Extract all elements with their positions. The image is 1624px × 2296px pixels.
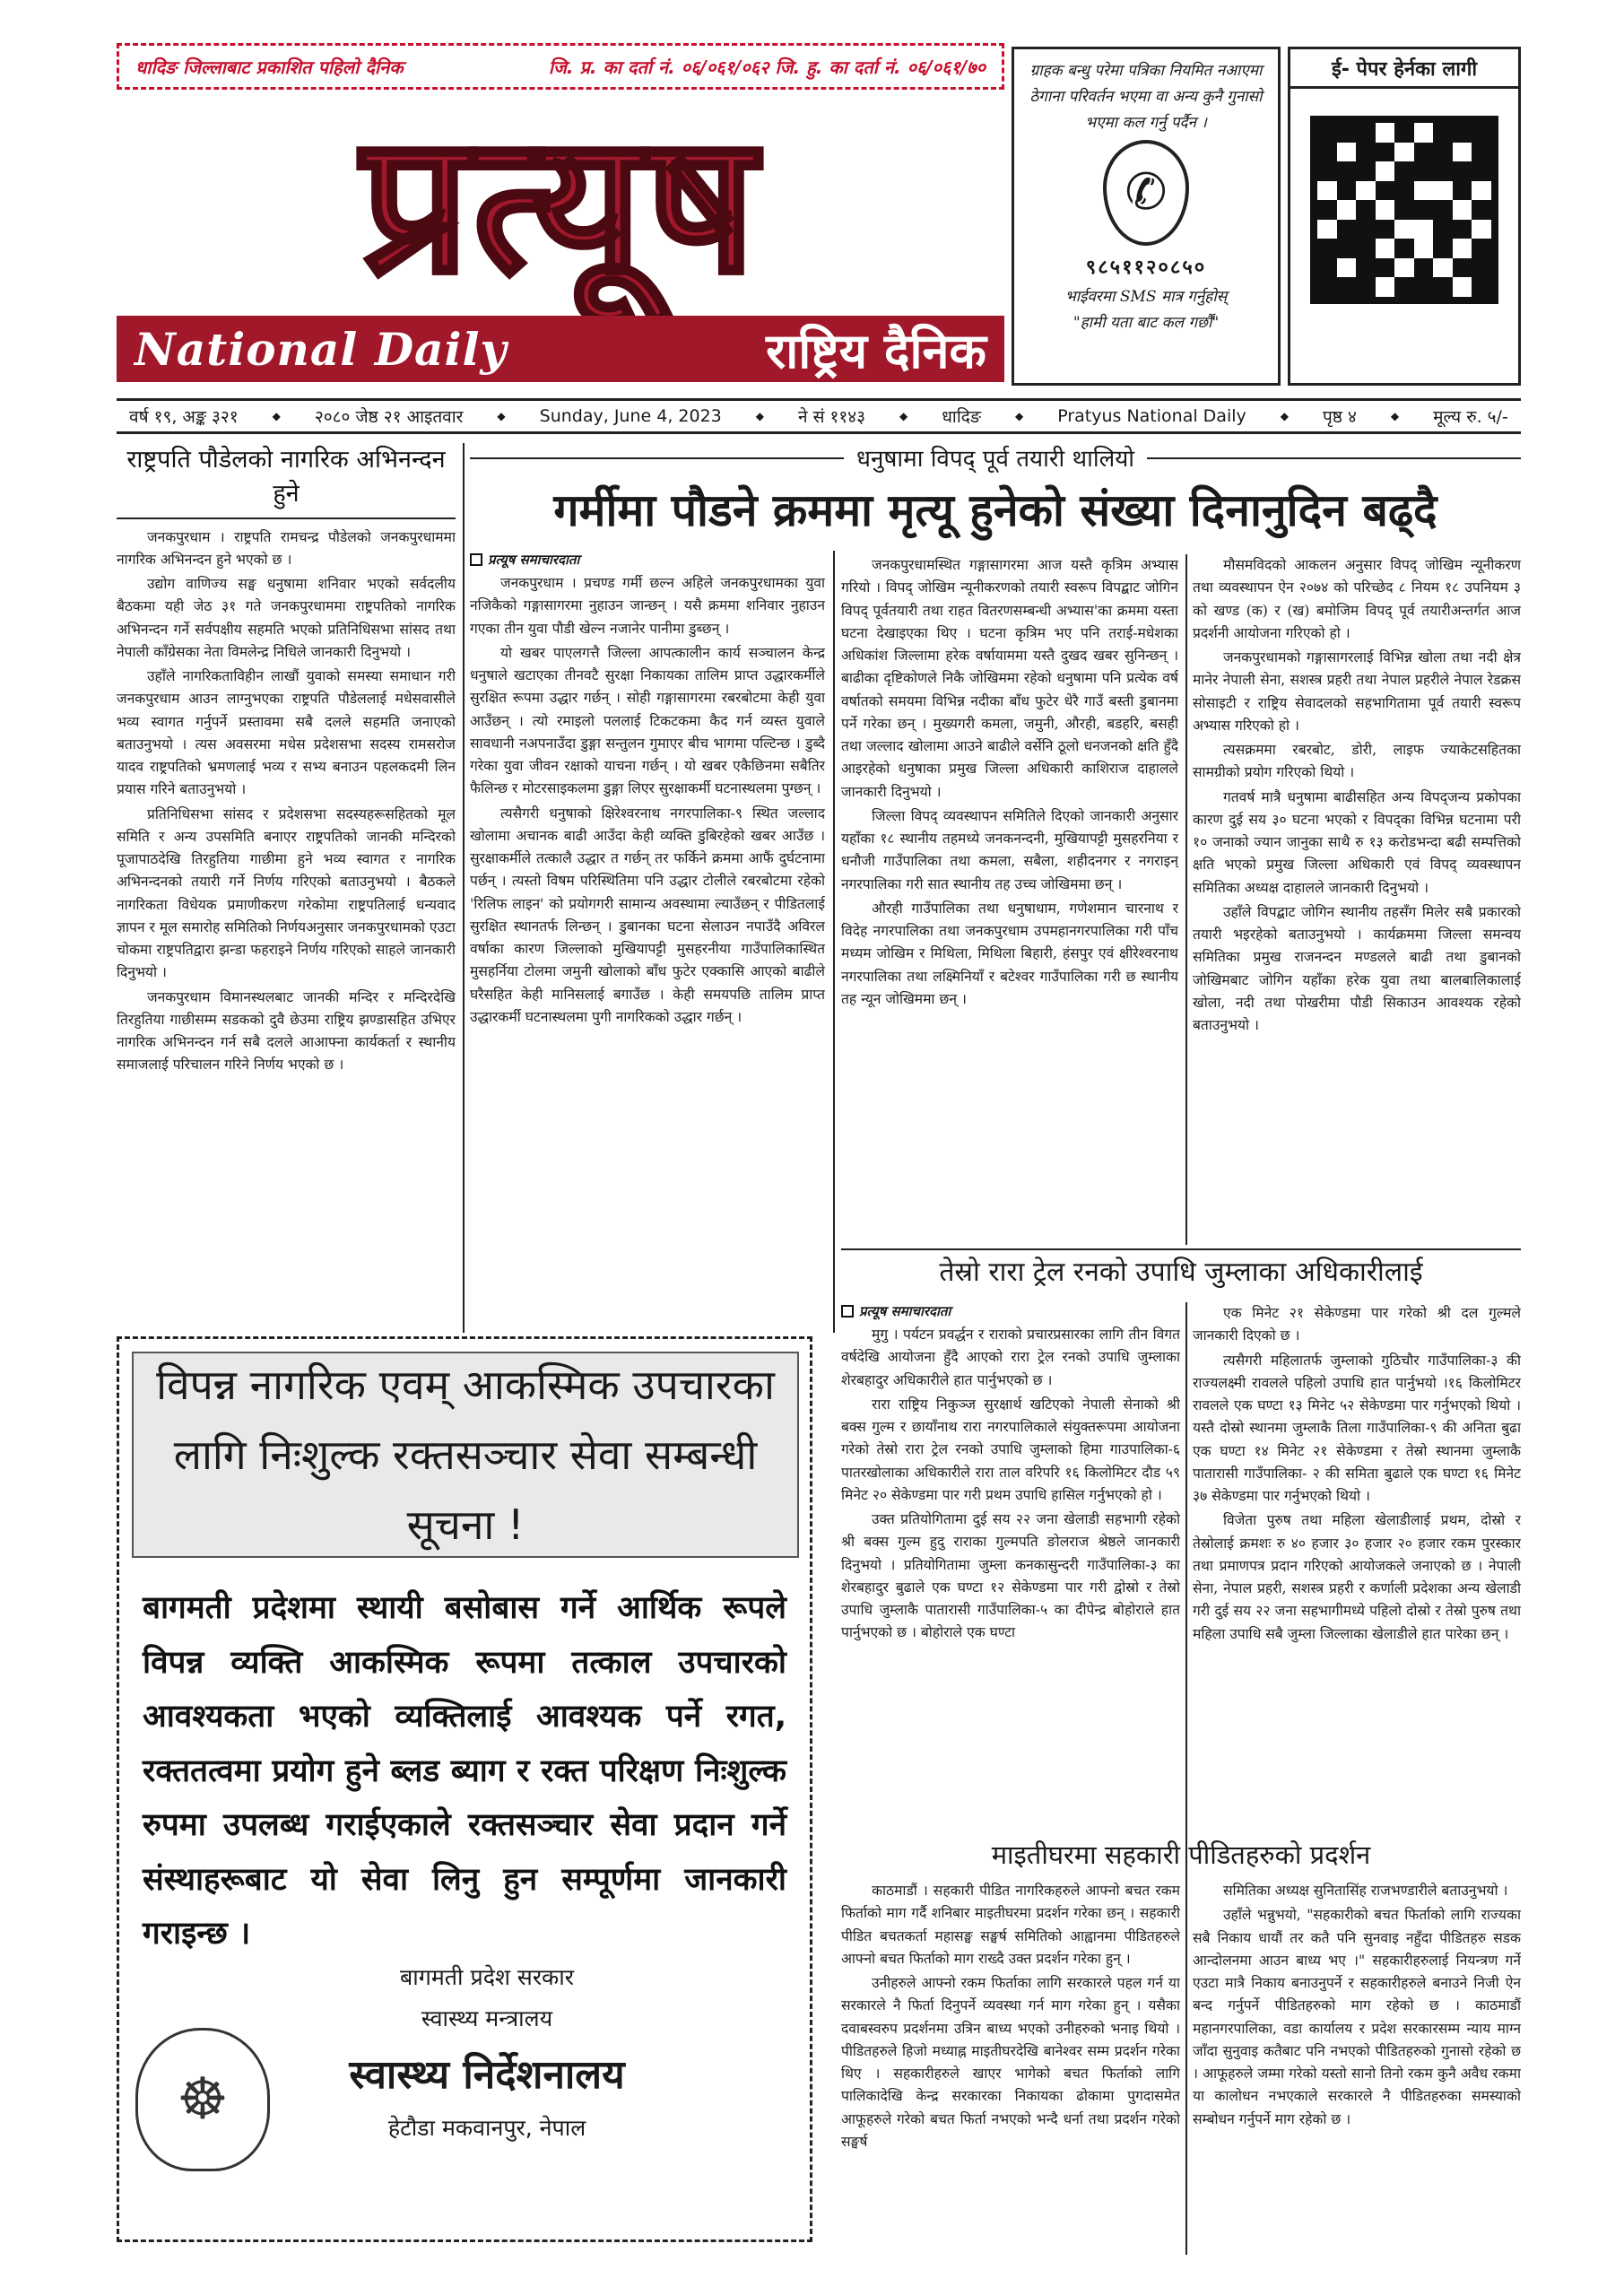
article-paragraph: विजेता पुरुष तथा महिला खेलाडीलाई प्रथम, दोस्रो र तेस्रोलाई क्रमशः रु ४० हजार ३० हजार २० हजार रकम पुरस्कार तथा प्रमाणपत्र प्रदान गरिएको आयोजकले जनाएको छ । नेपाली सेना, नेपाल प्रहरी, सशस्त्र प्रहरी र कर्णाली प्रदेशका अन्य खेलाडी गरी दुई सय २२ जना सहभागीमध्ये पहिलो दोस्रो र तेस्रो पुरुष तथा महिला उपाधि सबै जुम्ला जिल्लाका खेलाडीले हात पारेका छन् । [1193, 1512, 1521, 1642]
qr-module [1414, 181, 1434, 201]
maitighar-article-headline: माइतीघरमा सहकारी पीडितहरुको प्रदर्शन [991, 1839, 1371, 1870]
qr-module [1472, 123, 1491, 143]
article-paragraph: जनकपुरधामस्थित गङ्गासागरमा आज यस्तै कृत्रिम अभ्यास गरियो । विपद् जोखिम न्यूनीकरणको तयारी स्वरूप विपद्बाट जोगिन विपद् पूर्वतयारी तथा राहत वितरणसम्बन्धी अभ्यास'का क्रममा यस्ता घटना देखाइएका थिए । घटना कृत्रिम भए पनि तराई-मधेशका अधिकांश जिल्लामा हरेक वर्षायाममा यस्तै दुखद खबर सुनिन्छन् । बाढीका दृष्टिकोणले निकै जोखिममा रहेको धनुषामा पनि प्रत्येक वर्ष वर्षातको समयमा विभिन्न नदीका बाँध फुटेर धेरै गाउँ बस्ती डुबानमा पर्ने गरेका छन् । मुख्यगरी कमला, जमुनी, औरही, बडहरि, बसही तथा जल्लाद खोलामा आउने बाढीले वर्सेनि ठूलो धनजनको क्षति हुँदै आइरहेको धनुषाका प्रमुख जिल्ला अधिकारी काशिराज दाहालले जानकारी दिनुभयो । [841, 557, 1178, 800]
article-paragraph: काठमाडौं । सहकारी पीडित नागरिकहरुले आफ्नो बचत रकम फिर्ताको माग गर्दै शनिबार माइतीघरमा प्रदर्शन गरेका छन् । सहकारी पीडित बचतकर्ता महासङ्घ सङ्घर्ष समितिको आह्वानमा पीडितहरुले आफ्नो बचत फिर्ताको माग राख्दै उक्त प्रदर्शन गरेका हुन् । [841, 1883, 1180, 1967]
price: मूल्य रु. ५/- [1433, 407, 1508, 427]
qr-module [1472, 181, 1491, 201]
sign-address: हेटौडा मकवानपुर, नेपाल [387, 2115, 586, 2141]
article-body [841, 554, 1178, 1011]
diamond-separator-icon: ◆ [1280, 410, 1289, 422]
district: धादिङ [942, 407, 981, 427]
article-paragraph: जनकपुरधाम । राष्ट्रपति रामचन्द्र पौडेलको जनकपुरधाममा नागरिक अभिनन्दन हुने भएको छ । [117, 528, 456, 568]
section-divider [841, 1248, 1521, 1250]
qr-module [1356, 143, 1376, 162]
qr-module [1317, 239, 1337, 258]
qr-module [1453, 181, 1472, 201]
qr-module [1356, 220, 1376, 239]
date-np: २०८० जेष्ठ २१ आइतवार [314, 407, 464, 427]
qr-module [1472, 161, 1491, 181]
article-paragraph: मौसमविदको आकलन अनुसार विपद् जोखिम न्यूनीकरण तथा व्यवस्थापन ऐन २०७४ को परिच्छेद ८ नियम १८ उपनियम ३ को खण्ड (क) र (ख) बमोजिम विपद् पूर्व तयारीअन्तर्गत आज प्रदर्शनी आयोजना गरिएको हो । [1193, 557, 1521, 641]
article-paragraph: रारा राष्ट्रिय निकुञ्ज सुरक्षार्थ खटिएको नेपाली सेनाको श्री बक्स गुल्म र छायाँनाथ रारा नगरपालिकाले संयुक्तरूपमा आयोजना गरेको तेस्रो रारा ट्रेल रनको उपाधि जुम्लाको हिमा गाउपालिका-६ पातरखोलाका अधिकारीले रारा ताल वरिपरि १६ किलोमिटर दौड ५९ मिनेट २० सेकेण्डमा पार गरी प्रथम उपाधि हासिल गर्नुभएको हो । [841, 1396, 1180, 1503]
main-article-col-2 [841, 554, 1178, 1245]
byline [470, 551, 825, 569]
qr-module [1433, 277, 1453, 297]
column-divider [1185, 1302, 1187, 2255]
first-daily-label: धादिङ जिल्लाबाट प्रकाशित पहिलो दैनिक [135, 56, 404, 78]
qr-module [1414, 123, 1434, 143]
qr-module [1356, 258, 1376, 278]
qr-code-icon[interactable] [1310, 116, 1498, 304]
viber-phone-icon: ✆ [1103, 140, 1189, 246]
qr-module [1472, 200, 1491, 220]
qr-module [1376, 123, 1395, 143]
qr-module [1376, 143, 1395, 162]
qr-module [1394, 220, 1414, 239]
date-en: Sunday, June 4, 2023 [539, 406, 722, 426]
qr-module [1337, 200, 1357, 220]
qr-module [1337, 143, 1357, 162]
diamond-separator-icon: ◆ [755, 410, 764, 422]
qr-module [1414, 258, 1434, 278]
qr-module [1394, 258, 1414, 278]
brand-name: Pratyus National Daily [1057, 406, 1246, 426]
qr-module [1356, 200, 1376, 220]
checkbox-icon [841, 1305, 854, 1318]
newspaper-logo [117, 93, 1004, 382]
logo-title-np: प्रत्यूष [361, 93, 760, 315]
column-divider [1185, 554, 1187, 1245]
qr-module [1394, 123, 1414, 143]
article-paragraph: मुगु । पर्यटन प्रवर्द्धन र राराको प्रचारप्रसारका लागि तीन विगत वर्षदेखि आयोजना हुँदै आएको रारा ट्रेल रनको उपाधि जुम्लाका शेरबहादुर अधिकारीले हात पार्नुभएको छ । [841, 1326, 1180, 1388]
article-paragraph: उनीहरुले आफ्नो रकम फिर्ताका लागि सरकारले पहल गर्न या सरकारले नै फिर्ता दिनुपर्ने व्यवस्था गर्न माग गरेका हुन् । यसैका दवाबस्वरुप प्रदर्शनमा उत्रिन बाध्य भएको उनीहरुको भनाइ थियो । पीडितहरुले हिजो मध्याह्न माइतीघरदेखि बानेश्वर सम्म प्रदर्शन गरेका थिए । सहकारीहरुले खाएर भागेको बचत फिर्ताको लागि पालिकादेखि केन्द्र सरकारका निकायका ढोकामा पुगदासमेत आफूहरुले गरेको बचत फिर्ता नभएको भन्दै धर्ना तथा प्रदर्शन गरेको सङ्घर्ष [841, 1975, 1180, 2150]
qr-module [1394, 181, 1414, 201]
main-article-col-3 [1193, 554, 1521, 1245]
qr-module [1453, 220, 1472, 239]
column-divider [833, 551, 835, 1333]
article-paragraph: उक्त प्रतियोगितामा दुई सय २२ जना खेलाडी सहभागी रहेको श्री बक्स गुल्म हुदु राराका गुल्मपति ङोलराज श्रेष्ठले जानकारी दिनुभयो । प्रतियोगितामा जुम्ला कनकासुन्दरी गाउँपालिका-३ का शेरबहादुर बुढाले एक घण्टा १२ सेकेण्डमा पार गरी द्वोस्रो र तेस्रो उपाधि जुम्लाकै पातारासी गाउँपालिका-५ का दीपेन्द्र बोहोराले हात पार्नुभएको छ । बोहोराले एक घण्टा [841, 1511, 1180, 1641]
qr-module [1414, 200, 1434, 220]
qr-module [1337, 258, 1357, 278]
qr-module [1414, 220, 1434, 239]
rara-article-headline: तेस्रो रारा ट्रेल रनको उपाधि जुम्लाका अधिकारीलाई [939, 1257, 1423, 1288]
logo-band [117, 316, 1004, 382]
article-paragraph: जिल्ला विपद् व्यवस्थापन समितिले दिएको जानकारी अनुसार यहाँका १८ स्थानीय तहमध्ये जनकनन्दनी, मुखियापट्टी मुसहरनिया र धनौजी गाउँपालिका तथा कमला, सबैला, शहीदनगर र नगराइन् नगरपालिका गरी सात स्थानीय तह उच्च जोखिममा छन् । [841, 807, 1178, 892]
registration-strip [117, 43, 1004, 90]
article-paragraph: जनकपुरधाम । प्रचण्ड गर्मी छल्न अहिले जनकपुरधामका युवा नजिकैको गङ्गासागरमा नुहाउन जान्छन् । यसै क्रममा शनिवार नुहाउन गएका तीन युवा पौडी खेल्न नजानेर पानीमा डुब्छन् । [470, 575, 825, 637]
maitighar-article-col-1 [841, 1880, 1180, 2255]
qr-module [1433, 220, 1453, 239]
article-headline: राष्ट्रपति पौडेलको नागरिक अभिनन्दन हुने [117, 443, 456, 519]
rara-article-col-2 [1193, 1302, 1521, 1831]
maitighar-headline-wrap [841, 1837, 1521, 1878]
qr-module [1433, 200, 1453, 220]
article-paragraph: उहाँले विपद्बाट जोगिन स्थानीय तहसँग मिलेर सबै प्रकारको तयारी भइरहेको बताउनुभयो । कार्यक्रममा जिल्ला समन्वय समितिका प्रमुख राजनन्दन मण्डलले बाढी तथा डुबानको जोखिमबाट जोगिन यहाँका हरेक युवा तथा बालबालिकालाई खोला, नदी तथा पोखरीमा पौडी सिकाउन आवश्यक रहेको बताउनुभयो । [1193, 903, 1521, 1033]
main-article-kicker [470, 441, 1521, 475]
qr-module [1472, 143, 1491, 162]
president-felicitation-article [117, 443, 456, 1333]
maitighar-article-col-2 [1193, 1880, 1521, 2255]
qr-module [1337, 220, 1357, 239]
sms-contact-box [1012, 47, 1281, 386]
diamond-separator-icon: ◆ [272, 410, 281, 422]
qr-module [1394, 143, 1414, 162]
qr-module [1433, 143, 1453, 162]
article-body [841, 1324, 1180, 1645]
article-paragraph: गतवर्ष मात्रै धनुषामा बाढीसहित अन्य विपद्जन्य प्रकोपका कारण दुई सय ३० घटना भएको र विपद्का विभिन्न घटनामा परी १० जनाको ज्यान जानुका साथै रु १३ करोडभन्दा बढी सम्पत्तिको क्षति भएको प्रमुख जिल्ला अधिकारी एवं विपद् व्यवस्थापन समितिका अध्यक्ष दाहालले जानकारी दिनुभयो । [1193, 788, 1521, 896]
issue-info-bar [117, 398, 1521, 434]
notice-body: बागमती प्रदेशमा स्थायी बसोबास गर्ने आर्थिक रूपले विपन्न व्यक्ति आकस्मिक रूपमा तत्काल उपचारको आवश्यकता भएको व्यक्तिलाई आवश्यक पर्ने रगत, रक्ततत्वमा प्रयोग हुने ब्लड ब्याग र रक्त परिक्षण निःशुल्क रुपमा उपलब्ध गराईएकाले रक्तसञ्चार सेवा प्रदान गर्ने संस्थाहरूबाट यो सेवा लिनु हुन सम्पूर्णमा जानकारी गराइन्छ । [143, 1590, 786, 1952]
qr-module [1472, 239, 1491, 258]
qr-module [1453, 200, 1472, 220]
main-article-headline: गर्मीमा पौडने क्रममा मृत्यू हुनेको संख्या दिनानुदिन बढ्दै [553, 484, 1437, 536]
article-body [841, 1880, 1180, 2153]
signature-lines [299, 1958, 675, 2143]
qr-module [1394, 200, 1414, 220]
article-body [470, 572, 825, 1029]
article-paragraph: जनकपुरधामको गङ्गासागरलाई विभिन्न खोला तथा नदी क्षेत्र मानेर नेपाली सेना, सशस्त्र प्रहरी तथा नेपाल प्रहरीले नेपाल रेडक्रस सोसाइटी र राष्ट्रिय सेवादलको सहभागितामा पूर्व तयारी स्वरूप अभ्यास गरिएको हो । [1193, 649, 1521, 734]
qr-module [1453, 143, 1472, 162]
article-paragraph: उद्योग वाणिज्य सङ्घ धनुषामा शनिवार भएको सर्वदलीय बैठकमा यही जेठ ३१ गते जनकपुरधाममा राष्ट्रपतिको नागरिक अभिनन्दन गर्ने सर्वपक्षीय सहमति भएको प्रतिनिधिसभा सांसद तथा नेपाली काँग्रेसका नेता विमलेन्द्र निधिले जानकारी दिनुभयो । [117, 576, 456, 660]
page-number: पृष्ठ ४ [1322, 407, 1357, 427]
logo-subtitle-np: राष्ट्रिय दैनिक [766, 323, 986, 379]
qr-module [1376, 220, 1395, 239]
qr-module [1356, 123, 1376, 143]
epaper-box [1288, 47, 1521, 386]
article-body [1193, 554, 1521, 1037]
qr-module [1317, 143, 1337, 162]
qr-module [1356, 277, 1376, 297]
qr-module [1414, 143, 1434, 162]
logo-title-en: National Daily [135, 322, 508, 376]
qr-module [1453, 123, 1472, 143]
qr-module [1356, 239, 1376, 258]
article-paragraph: उहाँले भन्नुभयो, "सहकारीको बचत फिर्ताको लागि राज्यका सबै निकाय धायौं तर कतै पनि सुनवाइ नहुँदा पीडितहरु सडक आन्दोलनमा आउन बाध्य भए ।" सहकारीहरुलाई नियन्त्रण गर्ने एउटा मात्रै निकाय बनाउनुपर्ने र सहकारीहरुले बनाउने निजी ऐन बन्द गर्नुपर्ने पीडितहरुको माग रहेको छ । काठमाडौं महानगरपालिका, वडा कार्यालय र प्रदेश सरकारसम्म न्याय माग्न जाँदा सुनुवाइ कतैबाट पनि नभएको पीडितहरुको गुनासो रहेको छ । आफूहरुले जम्मा गरेको यस्तो सानो तिनो रकम कुनै अवैध रकमा या कालोधन नभएकाले सरकारले नै पीडितहरुका समस्याको सम्बोधन गर्नुपर्ने माग रहेको छ । [1193, 1907, 1521, 2127]
nepal-government-emblem-icon: ☸ [135, 2028, 270, 2171]
diamond-separator-icon: ◆ [1014, 410, 1024, 422]
sms-notice: ग्राहक बन्धु परेमा पत्रिका नियमित नआएमा ठेगाना परिवर्तन भएमा वा अन्य कुनै गुनासो भएमा कल गर्नु पर्दैन । [1029, 62, 1263, 132]
notice-title: विपन्न नागरिक एवम् आकस्मिक उपचारका लागि निःशुल्क रक्तसञ्चार सेवा सम्बन्धी सूचना ! [132, 1352, 799, 1558]
column-divider [463, 443, 465, 1333]
qr-module [1414, 277, 1434, 297]
article-paragraph: जनकपुरधाम विमानस्थलबाट जानकी मन्दिर र मन्दिरदेखि तिरहुतिया गाछीसम्म सडकको दुवै छेउमा राष्ट्रिय झण्डासहित उभिएर नागरिक अभिनन्दन गर्न सबै दलले आआफ्ना कार्यकर्ता र स्थानीय समाजलाई परिचालन गरिने निर्णय भएको छ । [117, 988, 456, 1074]
qr-module [1337, 239, 1357, 258]
qr-module [1414, 239, 1434, 258]
blood-service-notice [117, 1336, 812, 2242]
qr-module [1472, 277, 1491, 297]
diamond-separator-icon: ◆ [1390, 410, 1400, 422]
qr-module [1472, 258, 1491, 278]
notice-signature [119, 1958, 810, 2218]
epaper-label: ई- पेपर हेर्नका लागी [1290, 49, 1518, 89]
qr-module [1337, 123, 1357, 143]
qr-module [1394, 239, 1414, 258]
byline [841, 1302, 1180, 1320]
qr-module [1472, 220, 1491, 239]
qr-module [1394, 161, 1414, 181]
diamond-separator-icon: ◆ [899, 410, 908, 422]
qr-module [1433, 123, 1453, 143]
article-paragraph: एक मिनेट २१ सेकेण्डमा पार गरेको श्री दल गुल्मले जानकारी दिएको छ । [1193, 1305, 1521, 1344]
byline-text: प्रत्यूष समाचारदाता [859, 1303, 951, 1319]
qr-module [1376, 277, 1395, 297]
sign-government: बागमती प्रदेश सरकार [400, 1964, 574, 1990]
qr-module [1317, 258, 1337, 278]
qr-module [1433, 181, 1453, 201]
article-paragraph: प्रतिनिधिसभा सांसद र प्रदेशसभा सदस्यहरूसहितको मूल समिति र अन्य उपसमिति बनाएर राष्ट्रपतिको जानकी मन्दिरको पूजापाठदेखि तिरहुतिया गाछीमा हुने भव्य स्वागत र नागरिक अभिनन्दनको तयारी गर्ने निर्णय गरिएको बताउनुभयो । बैठकले नागरिकता विधेयक प्रमाणीकरण गरेकोमा राष्ट्रपतिलाई धन्यवाद ज्ञापन र मूल समारोह समितिको निर्णयअनुसार जनकपुरधामको एउटा चोकमा राष्ट्रपतिद्वारा झन्डा फहराइने निर्णय गरिएको साहले जानकारी दिनुभयो । [117, 805, 456, 981]
qr-module [1356, 161, 1376, 181]
qr-module [1376, 239, 1395, 258]
byline-text: प्रत्यूष समाचारदाता [488, 552, 580, 568]
article-body [1193, 1880, 1521, 2131]
qr-module [1433, 258, 1453, 278]
qr-module [1433, 239, 1453, 258]
article-paragraph: उहाँले नागरिकताविहीन लाखौं युवाको समस्या समाधान गरी जनकपुरधाम आउन लाग्नुभएका राष्ट्रपति पौडेललाई मधेसवासीले भव्य स्वागत गर्नुपर्ने प्रस्तावमा सबै दलले सहमति जनाएको बताउनुभयो । त्यस अवसरमा मधेस प्रदेशसभा सदस्य रामसरोज यादव राष्ट्रपतिको भ्रमणलाई भव्य र सभ्य बनाउन पहलकदमी लिन प्रयास गरिने बताउनुभयो । [117, 668, 456, 798]
qr-module [1317, 161, 1337, 181]
qr-module [1317, 277, 1337, 297]
qr-module [1453, 239, 1472, 258]
qr-module [1433, 161, 1453, 181]
volume-issue: वर्ष १९, अङ्क ३२१ [129, 407, 239, 427]
article-body [1193, 1302, 1521, 1646]
nepal-era: ने सं ११४३ [798, 407, 865, 427]
sms-instruction: भाईवरमा SMS मात्र गर्नुहोस् [1064, 288, 1228, 307]
rara-headline-wrap [841, 1254, 1521, 1300]
article-paragraph: समितिका अध्यक्ष सुनितासिंह राजभण्डारीले बताउनुभयो । [1223, 1883, 1508, 1899]
qr-module [1376, 200, 1395, 220]
qr-module [1394, 277, 1414, 297]
sign-ministry: स्वास्थ्य मन्त्रालय [421, 2005, 553, 2031]
qr-module [1317, 181, 1337, 201]
sign-directorate: स्वास्थ्य निर्देशनालय [349, 2052, 625, 2098]
qr-module [1337, 161, 1357, 181]
qr-module [1337, 181, 1357, 201]
qr-module [1453, 161, 1472, 181]
qr-module [1356, 181, 1376, 201]
qr-module [1453, 277, 1472, 297]
qr-module [1337, 277, 1357, 297]
article-paragraph: त्यसक्रममा रबरबोट, डोरी, लाइफ ज्याकेटसहितका सामग्रीको प्रयोग गरिएको थियो । [1193, 742, 1521, 781]
qr-module [1376, 161, 1395, 181]
article-paragraph: औरही गाउँपालिका तथा धनुषाधाम, गणेशमान चारनाथ र विदेह नगरपालिका तथा जनकपुरधाम उपमहानगरपालिका गरी पाँच मध्यम जोखिम र मिथिला, मिथिला बिहारी, हंसपुर एवं क्षीरेश्वरनाथ नगरपालिका तथा लक्ष्मिनियाँ र बटेश्वर गाउँपालिका गरी छ स्थानीय तह न्यून जोखिममा छन् । [841, 900, 1178, 1007]
article-body [117, 526, 456, 1077]
qr-module [1317, 123, 1337, 143]
checkbox-icon [470, 553, 482, 566]
qr-module [1376, 258, 1395, 278]
rara-article-col-1 [841, 1302, 1180, 1831]
qr-module [1376, 181, 1395, 201]
article-paragraph: त्यसैगरी महिलातर्फ जुम्लाको गुठिचौर गाउँपालिका-३ की राज्यलक्ष्मी रावलले पहिलो उपाधि हात पार्नुभयो ।१६ किलोमिटर रावलले एक घण्टा १३ मिनेट ५२ सेकेण्डमा पार गर्नुभएको थियो । यस्तै दोस्रो स्थानमा जुम्लाकै तिला गाउँपालिका-९ की अनिता बुढा एक घण्टा १४ मिनेट २१ सेकेण्डमा र तेस्रो स्थानमा जुम्लाकै पातारासी गाउँपालिका- २ की समिता बुढाले एक घण्टा १६ मिनेट ३७ सेकेण्डमा पार गर्नुभएको थियो । [1193, 1352, 1521, 1504]
qr-module [1317, 200, 1337, 220]
kicker-text: धनुषामा विपद् पूर्व तयारी थालियो [844, 446, 1147, 473]
qr-module [1453, 258, 1472, 278]
main-article-col-1 [470, 551, 825, 1333]
sms-number: ९८५११२०८५० [1085, 255, 1207, 279]
article-paragraph: यो खबर पाएलगत्तै जिल्ला आपत्कालीन कार्य सञ्चालन केन्द्र धनुषाले खटाएका तीनवटै सुरक्षा निकायका तालिम प्राप्त उद्धारकर्मीले सुरक्षित रूपमा उद्धार गर्छन् । सोही गङ्गासागरमा रबरबोटमा केही युवा आउँछन् । त्यो रमाइलो पललाई टिकटकमा कैद गर्न व्यस्त युवाले सावधानी नअपनाउँदा डुङ्गा सन्तुलन गुमाएर बीच भागमा पल्टिन्छ । डुब्दै गरेका युवा जीवन रक्षाको याचना गर्छन् । यो खबर एकैछिनमा सबैतिर फैलिन्छ र मोटरसाइकलमा डुङ्गा लिएर सुरक्षाकर्मी घटनास्थलमा पुग्छन् । [470, 644, 825, 797]
registration-number: जि. प्र. का दर्ता नं. ०६/०६१/०६२ जि. हु. का दर्ता नं. ०६/०६१/७० [548, 56, 986, 78]
diamond-separator-icon: ◆ [497, 410, 506, 422]
article-paragraph: त्यसैगरी धनुषाको क्षिरेश्वरनाथ नगरपालिका-९ स्थित जल्लाद खोलामा अचानक बाढी आउँदा केही व्यक्ति डुबिरहेको खबर आउँछ । सुरक्षाकर्मीले तत्कालै उद्धार त गर्छन् तर फर्किने क्रममा आफैं दुर्घटनामा पर्छन् । त्यस्तो विषम परिस्थितिमा पनि उद्धार टोलीले रबरबोटमा रहेको 'रिलिफ लाइन' को प्रयोगगरी सामान्य अवस्थामा ल्याउँछन् र पीडितलाई सुरक्षित स्थानतर्फ लिन्छन् । डुबानका घटना सेलाउन नपाउँदै अविरल वर्षाका कारण जिल्लाको मुखियापट्टी मुसहरनीया गाउँपालिकास्थित मुसहर्निया टोलमा जमुनी खोलाको बाँध फुटेर एक्कासि आएको बाढीले घरैसहित केही मानिसलाई बगाउँछ । केही समयपछि तालिम प्राप्त उद्धारकर्मी घटनास्थलमा पुगी नागरिकको उद्धार गर्छन् । [470, 804, 825, 1025]
sms-tagline: "हामी यता बाट कल गर्छौं" [1073, 313, 1220, 332]
qr-module [1414, 161, 1434, 181]
qr-module [1317, 220, 1337, 239]
